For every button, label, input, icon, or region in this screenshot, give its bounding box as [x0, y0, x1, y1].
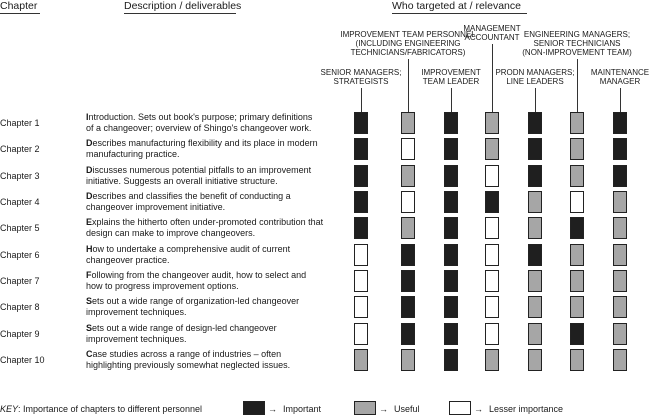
column-heading-5-bottom: PRODN MANAGERS; LINE LEADERS: [495, 68, 575, 86]
chapter-label: Chapter 6: [0, 250, 40, 260]
column-heading-4-top: MANAGEMENT ACCOUNTANT: [463, 24, 521, 42]
chapter-description: Case studies across a range of industries – often highlighting previously somewhat neglected issues.: [86, 349, 291, 370]
key-important-swatch: [243, 401, 265, 415]
relevance-square-imp: [444, 349, 458, 371]
relevance-square-imp: [528, 112, 542, 134]
relevance-square-use: [485, 349, 499, 371]
chapter-description: Following from the changeover audit, how to select and how to progress improvement options.: [86, 270, 307, 291]
relevance-square-imp: [444, 217, 458, 239]
key-lesser-swatch: [449, 401, 471, 415]
column-connector-line: [361, 88, 362, 112]
description-header-underline: [124, 13, 236, 14]
relevance-square-use: [401, 217, 415, 239]
chapter-description: Explains the hitherto often under-promoted contribution that design can make to improve changeovers.: [86, 217, 324, 238]
chapter-header: Chapter: [0, 0, 38, 12]
key-lesser-arrow: →: [474, 404, 483, 414]
relevance-square-imp: [444, 112, 458, 134]
relevance-square-use: [528, 191, 542, 213]
relevance-square-imp: [570, 323, 584, 345]
relevance-square-use: [570, 270, 584, 292]
relevance-square-imp: [354, 165, 368, 187]
relevance-square-use: [613, 217, 627, 239]
relevance-square-imp: [354, 217, 368, 239]
relevance-square-les: [354, 244, 368, 266]
column-heading-2-top: IMPROVEMENT TEAM PERSONNEL (INCLUDING ENGINEERING TECHNICIANS/FABRICATORS): [340, 30, 476, 57]
relevance-square-imp: [401, 244, 415, 266]
chapter-description: Describes and classifies the benefit of conducting a changeover improvement initiative.: [86, 191, 291, 212]
chapter-description: Sets out a wide range of organization-led changeover improvement techniques.: [86, 296, 300, 317]
relevance-square-imp: [444, 244, 458, 266]
relevance-square-imp: [354, 191, 368, 213]
chapter-label: Chapter 3: [0, 171, 40, 181]
relevance-square-les: [485, 296, 499, 318]
relevance-square-use: [354, 349, 368, 371]
relevance-square-use: [570, 112, 584, 134]
relevance-square-les: [485, 165, 499, 187]
relevance-square-les: [354, 270, 368, 292]
column-heading-1-bottom: SENIOR MANAGERS; STRATEGISTS: [320, 68, 402, 86]
relevance-square-les: [485, 244, 499, 266]
chapter-description: Sets out a wide range of design-led changeover improvement techniques.: [86, 323, 277, 344]
relevance-square-use: [613, 296, 627, 318]
relevance-square-use: [401, 165, 415, 187]
relevance-square-use: [570, 138, 584, 160]
relevance-square-use: [528, 323, 542, 345]
description-header: Description / deliverables: [124, 0, 242, 12]
targeted-header: Who targeted at / relevance: [392, 0, 521, 12]
targeted-header-underline: [392, 13, 527, 14]
relevance-square-les: [485, 217, 499, 239]
column-connector-line: [451, 88, 452, 112]
key-important-label: Important: [283, 404, 322, 414]
relevance-square-les: [570, 191, 584, 213]
relevance-square-imp: [528, 244, 542, 266]
relevance-square-imp: [401, 296, 415, 318]
chapter-description: Introduction. Sets out book's purpose; primary definitions of a changeover; overview of Shingo's changeover work.: [86, 112, 313, 133]
relevance-square-imp: [401, 270, 415, 292]
chapter-label: Chapter 4: [0, 197, 40, 207]
relevance-square-use: [485, 112, 499, 134]
key-important-arrow: →: [268, 404, 277, 414]
relevance-square-imp: [613, 138, 627, 160]
column-connector-line: [535, 88, 536, 112]
relevance-square-use: [570, 349, 584, 371]
relevance-square-use: [528, 296, 542, 318]
relevance-square-imp: [354, 138, 368, 160]
relevance-square-les: [401, 138, 415, 160]
column-connector-line: [408, 59, 409, 112]
column-connector-line: [577, 59, 578, 112]
column-heading-7-bottom: MAINTENANCE MANAGER: [590, 68, 650, 86]
key-caption: KEY: Importance of chapters to different personnel: [0, 404, 202, 414]
chapter-label: Chapter 7: [0, 276, 40, 286]
relevance-square-imp: [401, 323, 415, 345]
relevance-square-use: [528, 349, 542, 371]
relevance-square-les: [354, 323, 368, 345]
column-connector-line: [620, 88, 621, 112]
column-heading-3-bottom: IMPROVEMENT TEAM LEADER: [421, 68, 481, 86]
relevance-square-imp: [485, 191, 499, 213]
relevance-square-imp: [444, 191, 458, 213]
relevance-square-les: [485, 270, 499, 292]
chapter-header-underline: [0, 13, 40, 14]
relevance-square-use: [613, 244, 627, 266]
chapter-label: Chapter 1: [0, 118, 40, 128]
relevance-square-imp: [444, 296, 458, 318]
relevance-square-imp: [444, 138, 458, 160]
relevance-square-use: [528, 217, 542, 239]
relevance-square-use: [570, 296, 584, 318]
relevance-square-imp: [528, 138, 542, 160]
relevance-square-use: [570, 165, 584, 187]
relevance-square-imp: [444, 165, 458, 187]
chapter-label: Chapter 5: [0, 223, 40, 233]
column-heading-6-top: ENGINEERING MANAGERS; SENIOR TECHNICIANS (NON-IMPROVEMENT TEAM): [522, 30, 632, 57]
key-useful-swatch: [354, 401, 376, 415]
relevance-square-les: [485, 323, 499, 345]
relevance-square-imp: [528, 165, 542, 187]
relevance-square-imp: [613, 165, 627, 187]
relevance-square-use: [613, 270, 627, 292]
relevance-square-use: [485, 138, 499, 160]
key-useful-label: Useful: [394, 404, 420, 414]
chapter-label: Chapter 10: [0, 355, 45, 365]
relevance-square-imp: [570, 217, 584, 239]
relevance-square-imp: [613, 112, 627, 134]
relevance-square-use: [401, 112, 415, 134]
chapter-description: Discusses numerous potential pitfalls to an improvement initiative. Suggests an overall initiative structure.: [86, 165, 312, 186]
relevance-square-use: [528, 270, 542, 292]
column-connector-line: [492, 44, 493, 112]
relevance-square-imp: [444, 270, 458, 292]
relevance-square-use: [570, 244, 584, 266]
chapter-label: Chapter 9: [0, 329, 40, 339]
relevance-square-imp: [354, 112, 368, 134]
relevance-square-use: [613, 323, 627, 345]
chapter-description: How to undertake a comprehensive audit of current changeover practice.: [86, 244, 291, 265]
relevance-square-use: [613, 191, 627, 213]
key-lesser-label: Lesser importance: [489, 404, 564, 414]
chapter-label: Chapter 2: [0, 144, 40, 154]
relevance-square-imp: [444, 323, 458, 345]
relevance-square-use: [613, 349, 627, 371]
chapter-description: Describes manufacturing flexibility and its place in modern manufacturing practice.: [86, 138, 318, 159]
key-useful-arrow: →: [379, 404, 388, 414]
relevance-square-use: [401, 349, 415, 371]
relevance-square-les: [354, 296, 368, 318]
chapter-label: Chapter 8: [0, 302, 40, 312]
relevance-square-les: [401, 191, 415, 213]
